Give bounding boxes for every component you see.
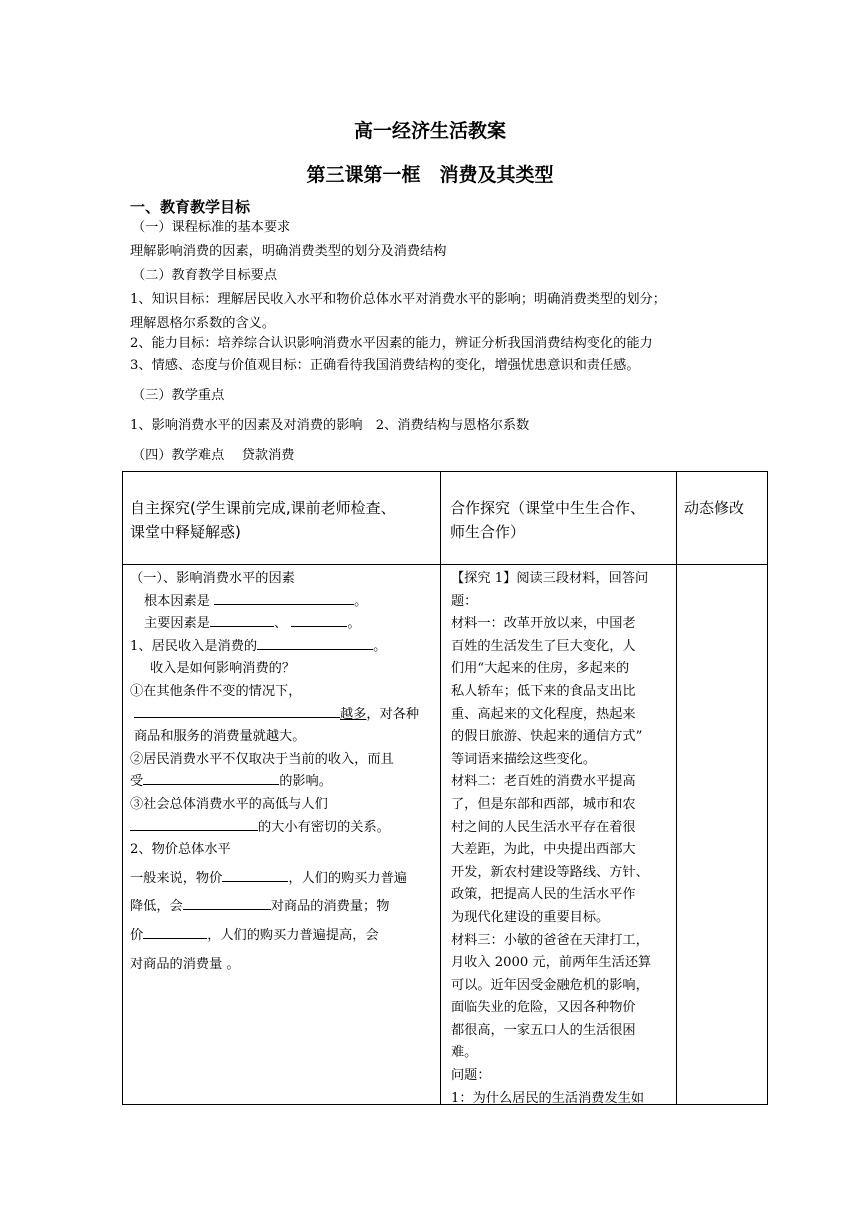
table-border: [122, 564, 768, 565]
para: （四）教学难点 贷款消费: [132, 448, 295, 463]
lesson-subtitle: 第三课第一框 消费及其类型: [306, 164, 554, 186]
para: 1、知识目标：理解居民收入水平和物价总体水平对消费水平的影响；明确消费类型的划分；: [130, 292, 666, 307]
table-border: [122, 1104, 768, 1105]
para: （一）课程标准的基本要求: [132, 220, 291, 235]
para: （二）教育教学目标要点: [132, 268, 278, 283]
para: 1、影响消费水平的因素及对消费的影响 2、消费结构与恩格尔系数: [130, 418, 530, 433]
para: （三）教学重点: [132, 388, 225, 403]
table-header-revision: 动态修改: [684, 499, 745, 517]
document-title: 高一经济生活教案: [353, 120, 506, 142]
self-study-column: （一）、影响消费水平的因素 根本因素是 。 主要因素是 、 。 1、居民收入是消费的 。 收入是如何影响消费的？ ①在其他条件不变的情况下， 越多，对各种 商品和服务的消费量就越大。 ②居民消费水平不仅取决于当前的收入，而且 受 的影响。 ③社会总体消费水平的高低与人们 的大小有密切的关系。 2、物价总体水平 一般来说，物价 ，人们的购买力普遍 降低，会 对商品的消费量；物 价 ，人们的购买力普遍提高，会 对商品的消费量 。: [130, 571, 420, 972]
table-header-self-study: 自主探究(学生课前完成,课前老师检查、 课堂中释疑解惑): [130, 499, 396, 541]
table-border: [122, 471, 123, 1105]
table-border: [767, 471, 768, 1105]
para: 2、能力目标：培养综合认识影响消费水平因素的能力，辨证分析我国消费结构变化的能力: [130, 336, 653, 351]
table-border: [122, 471, 768, 472]
para: 3、情感、态度与价值观目标：正确看待我国消费结构的变化，增强忧患意识和责任感。: [130, 358, 640, 373]
section-heading: 一、教育教学目标: [130, 198, 251, 216]
para: 理解影响消费的因素，明确消费类型的划分及消费结构: [130, 244, 447, 259]
table-header-cooperation: 合作探究（课堂中生生合作、 师生合作）: [450, 499, 646, 541]
cooperation-column: 【探究 1】阅读三段材料，回答问 题： 材料一：改革开放以来，中国老 百姓的生活发生了巨大变化，人 们用“大起来的住房，多起来的 私人轿车；低下来的食品支出比 重、高起来的文化程度，热起来 的假日旅游、快起来的通信方式” 等词语来描绘这些变化。 材料二：老百姓的消费水平提高 了，但是东部和西部，城市和农 村之间的人民生活水平存在着很 大差距，为此，中央提出西部大 开发，新农村建设等路线、方针、 政策，把提高人民的生活水平作 为现代化建设的重要目标。 材料三：小敏的爸爸在天津打工， 月收入 2000 元，前两年生活还算 可以。近年因受金融危机的影响， 面临失业的危险，又因各种物价 都很高，一家五口人的生活很困 难。 问题： 1：为什么居民的生活消费发生如: [451, 571, 652, 1106]
table-border: [440, 471, 441, 1105]
table-border: [676, 471, 677, 1105]
para: 理解恩格尔系数的含义。: [130, 316, 276, 331]
